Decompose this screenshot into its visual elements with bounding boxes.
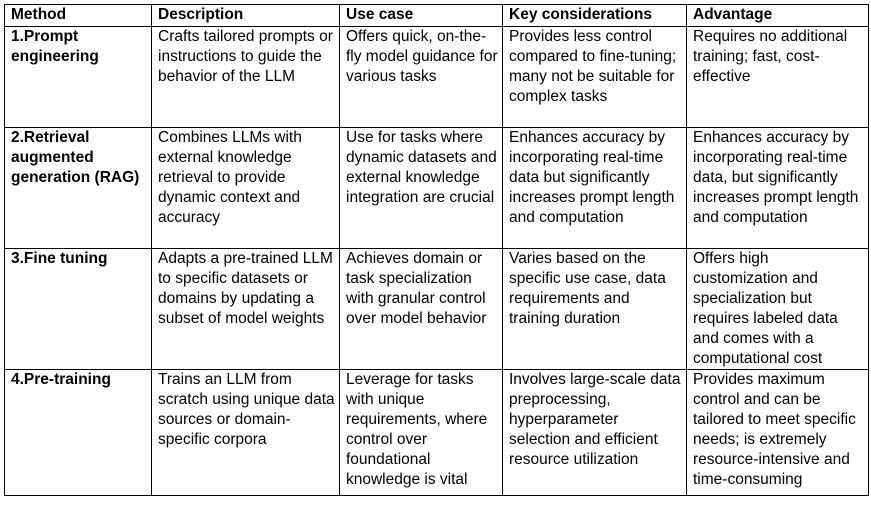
header-row [5,5,869,27]
llm-methods-table [4,4,869,496]
key-considerations-cell: Varies based on the specific use case, data requirements and training duration [503,249,687,370]
header-advantage: Advantage [687,5,869,27]
method-cell: 1.Prompt engineering [5,27,152,128]
key-considerations-cell: Enhances accuracy by incorporating real-time data but significantly increases prompt length and computation [503,128,687,249]
advantage-cell: Provides maximum control and can be tailored to meet specific needs; is extremely resource-intensive and time-consuming [687,370,869,496]
use-case-cell: Offers quick, on-the-fly model guidance for various tasks [340,27,503,128]
table-row [5,370,869,496]
header-use-case: Use case [340,5,503,27]
table-row [5,27,869,128]
method-cell: 4.Pre-training [5,370,152,496]
advantage-cell: Offers high customization and specialization but requires labeled data and comes with a computational cost [687,249,869,370]
advantage-cell: Enhances accuracy by incorporating real-time data, but significantly increases prompt length and computation [687,128,869,249]
header-description: Description [152,5,340,27]
use-case-cell: Achieves domain or task specialization with granular control over model behavior [340,249,503,370]
key-considerations-cell: Involves large-scale data preprocessing, hyperparameter selection and efficient resource utilization [503,370,687,496]
header-method: Method [5,5,152,27]
description-cell: Trains an LLM from scratch using unique data sources or domain-specific corpora [152,370,340,496]
use-case-cell: Leverage for tasks with unique requirements, where control over foundational knowledge is vital [340,370,503,496]
method-cell: 2.Retrieval augmented generation (RAG) [5,128,152,249]
table-row [5,128,869,249]
description-cell: Adapts a pre-trained LLM to specific datasets or domains by updating a subset of model weights [152,249,340,370]
table-row [5,249,869,370]
header-key-considerations: Key considerations [503,5,687,27]
advantage-cell: Requires no additional training; fast, cost-effective [687,27,869,128]
description-cell: Crafts tailored prompts or instructions to guide the behavior of the LLM [152,27,340,128]
key-considerations-cell: Provides less control compared to fine-tuning; many not be suitable for complex tasks [503,27,687,128]
description-cell: Combines LLMs with external knowledge retrieval to provide dynamic context and accuracy [152,128,340,249]
method-cell: 3.Fine tuning [5,249,152,370]
use-case-cell: Use for tasks where dynamic datasets and external knowledge integration are crucial [340,128,503,249]
